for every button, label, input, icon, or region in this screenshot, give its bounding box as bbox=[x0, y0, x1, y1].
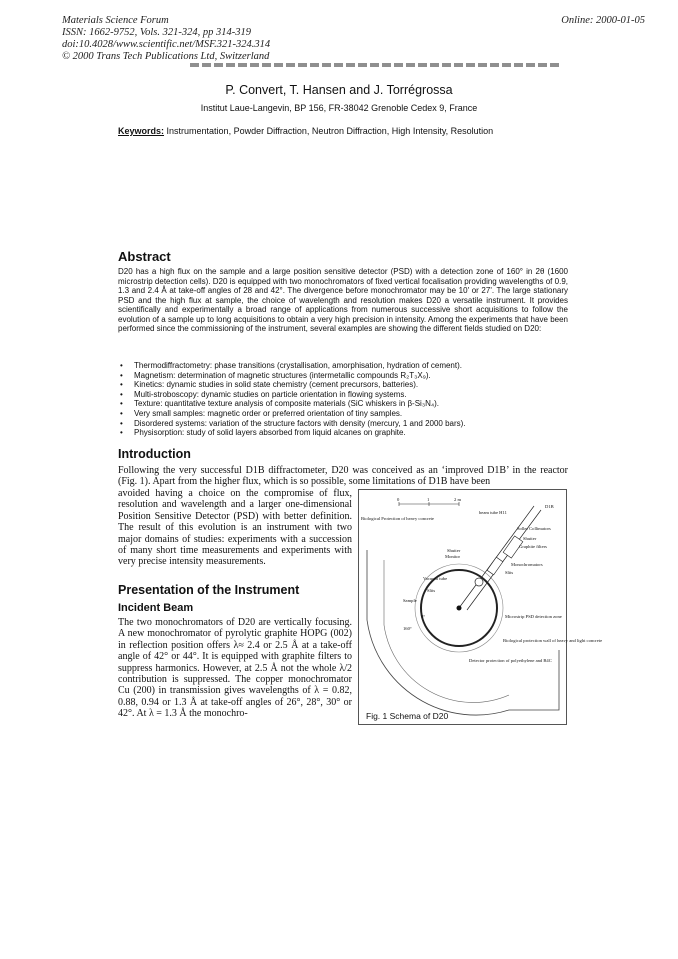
scale-label: 0 bbox=[397, 497, 400, 502]
figure-caption: Fig. 1 Schema of D20 bbox=[366, 711, 449, 721]
label-shutter: Shutter bbox=[523, 536, 537, 541]
label-slits: Slits bbox=[427, 588, 436, 593]
list-item: • Disordered systems: variation of the structure factors with density (mercury, 1 and 2000 bars). bbox=[118, 419, 568, 429]
list-item: • Kinetics: dynamic studies in solid state chemistry (cement precursors, batteries). bbox=[118, 380, 568, 390]
sample bbox=[457, 606, 462, 611]
label-sample: Sample bbox=[403, 598, 417, 603]
list-item: • Multi-stroboscopy: dynamic studies on particle orientation in flowing systems. bbox=[118, 390, 568, 400]
abstract-heading: Abstract bbox=[118, 249, 171, 264]
label-monitor: Monitor bbox=[445, 554, 461, 559]
scale-label: 1 bbox=[427, 497, 430, 502]
list-item: • Physisorption: study of solid layers absorbed from liquid alcanes on graphite. bbox=[118, 428, 568, 438]
list-item: • Thermodiffractometry: phase transitions (crystallisation, amorphisation, hydration of cement). bbox=[118, 361, 568, 371]
obscured-title bbox=[190, 63, 560, 67]
label-angle: 160° bbox=[403, 626, 412, 631]
label-beam-tube: beam tube H11 bbox=[479, 510, 507, 515]
journal-name: Materials Science Forum bbox=[62, 15, 169, 26]
label-vacuum-tube: Vacuum tube bbox=[423, 576, 448, 581]
label-shutter: Shutter bbox=[447, 548, 461, 553]
authors: P. Convert, T. Hansen and J. Torrégrossa bbox=[225, 83, 453, 97]
label-slits: Slits bbox=[505, 570, 514, 575]
label-angle: 0° bbox=[421, 614, 426, 619]
introduction-column-text: avoided having a choice on the compromise of flux, resolution and wavelength and a larger one-dimensional Position Sensitive Detector (PSD) with better definition. The result of this evolution is an instrument with two major domains of studies: experiments with a succession of many short time measurements and experiments with very precise intensity measurements. bbox=[118, 488, 352, 568]
monochromator bbox=[475, 578, 483, 586]
list-item: • Very small samples: magnetic order or preferred orientation of tiny samples. bbox=[118, 409, 568, 419]
incident-beam-heading: Incident Beam bbox=[118, 602, 194, 614]
label-monochromators: Monochromators bbox=[511, 562, 543, 567]
label-soller: Soller Collimators bbox=[517, 526, 551, 531]
introduction-heading: Introduction bbox=[118, 447, 191, 461]
label-detector-protection: Detector protection of polyethylene and B4C bbox=[469, 658, 552, 663]
outer-shielding bbox=[367, 550, 559, 715]
journal-copyright: © 2000 Trans Tech Publications Ltd, Switzerland bbox=[62, 51, 270, 62]
presentation-heading: Presentation of the Instrument bbox=[118, 583, 300, 597]
scale-label: 2 m bbox=[454, 497, 462, 502]
list-item: • Magnetism: determination of magnetic structures (intermetallic compounds R₂T₃X₉). bbox=[118, 371, 568, 381]
journal-issn: ISSN: 1662-9752, Vols. 321-324, pp 314-319 bbox=[62, 27, 251, 38]
keywords-text: Instrumentation, Powder Diffraction, Neutron Diffraction, High Intensity, Resolution bbox=[166, 126, 494, 136]
figure-1 bbox=[358, 489, 603, 725]
label-d1b: D1B bbox=[545, 504, 554, 509]
scale-bar bbox=[397, 497, 461, 506]
label-microstrip: Microstrip PSD detection zone bbox=[505, 614, 562, 619]
abstract-list bbox=[118, 361, 568, 438]
introduction-paragraph: Following the very successful D1B diffractometer, D20 was conceived as an ‘improved D1B’ in the reactor (Fig. 1). Apart from the higher flux, which is so possible, some limitations of D1B have been bbox=[118, 465, 568, 488]
d20-schema-diagram bbox=[359, 490, 603, 724]
label-bio-protection: Biological Protection of heavy concrete bbox=[361, 516, 434, 521]
journal-header bbox=[62, 15, 270, 63]
incident-beam-text: The two monochromators of D20 are vertically focusing. A new monochromator of pyrolytic graphite HOPG (002) in reflection position offers λ≈ 2.4 or 2.5 Å at a take-off angle of 42° or 44°. It is equipped with graphite filters to suppress harmonics. However, at 2.5 Å not the whole λ/2 contribution is suppressed. The copper monochromator Cu (200) in transmission gives wavelengths of λ = 0.82, 0.88, 0.94 or 1.3 Å at take-off angles of 26°, 28°, 30° or 42°. At λ = 1.3 Å the monochro- bbox=[118, 617, 352, 720]
list-item: • Texture: quantitative texture analysis of composite materials (SiC whiskers in β-Si₃N₄). bbox=[118, 399, 568, 409]
label-graphite: Graphite filters bbox=[519, 544, 547, 549]
keywords bbox=[118, 126, 568, 136]
abstract-text: D20 has a high flux on the sample and a large position sensitive detector (PSD) with a detection zone of 160° in 2θ (1600 microstrip detection cells). D20 is equipped with two monochromators of fixed vertical focalisation providing wavelengths of 0.9, 1.3 and 2.4 Å at take-off angles of 28 and 42°. The divergence before monochromator may be 10' or 27'. The large stationary PSD and the high flux at sample, the choice of wavelength and resolution makes D20 a versatile instrument. It provides scientifically and experimentally a broad range of applications from numerous successive short acquisitions to follow the evolution of a sample up to long acquisitions to obtain a very high precision in intensity. Among the experiments that have been performed since the commissioning of the instrument, several examples are showing the different fields studied on D20: bbox=[118, 267, 568, 333]
keywords-label: Keywords: bbox=[118, 126, 165, 136]
label-bio-wall: Biological protection wall of heavy and light concrete bbox=[503, 638, 603, 643]
journal-doi[interactable]: doi:10.4028/www.scientific.net/MSF.321-324.314 bbox=[62, 39, 271, 50]
beam-line bbox=[467, 510, 541, 610]
affiliation: Institut Laue-Langevin, BP 156, FR-38042 Grenoble Cedex 9, France bbox=[200, 103, 478, 113]
online-date: Online: 2000-01-05 bbox=[561, 15, 645, 26]
